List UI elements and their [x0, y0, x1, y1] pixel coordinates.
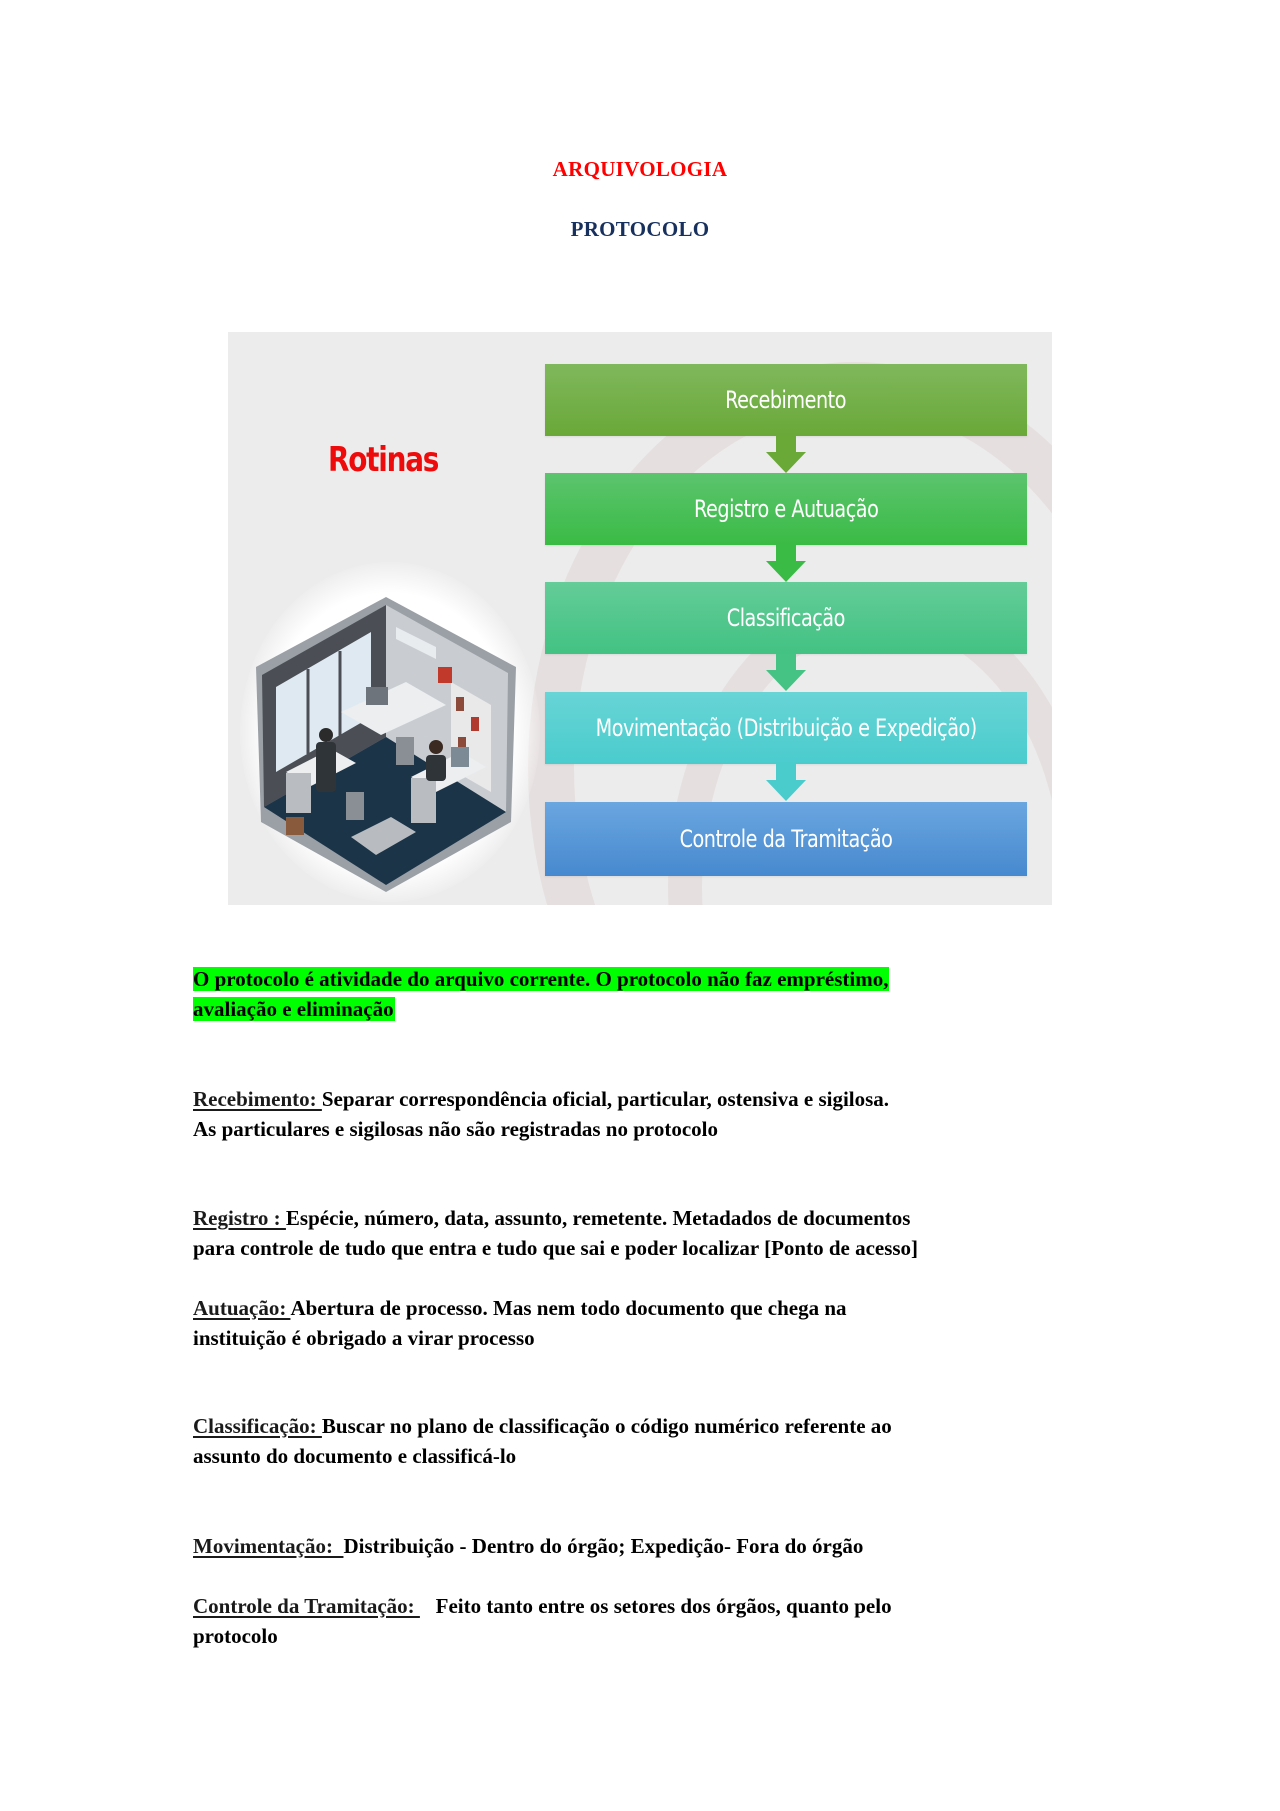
arrow-down-icon	[766, 764, 806, 801]
flow-step-registro-autuacao: Registro e Autuação	[545, 473, 1027, 545]
figure-heading: Rotinas	[328, 440, 439, 480]
definition-text: Feito tanto entre os setores dos órgãos, quanto pelo	[419, 1594, 892, 1618]
definition-text: Distribuição - Dentro do órgão; Expedição- Fora do órgão	[343, 1534, 864, 1558]
definition-autuacao	[193, 1293, 847, 1353]
definition-label: Classificação:	[193, 1414, 322, 1438]
highlight-line-1: O protocolo é atividade do arquivo corrente. O protocolo não faz empréstimo,	[193, 967, 889, 991]
definition-label: Recebimento:	[193, 1087, 322, 1111]
protocol-routines-figure	[228, 332, 1052, 905]
definition-text: Separar correspondência oficial, particular, ostensiva e sigilosa.	[321, 1087, 890, 1111]
definition-controle-tramitacao	[193, 1591, 892, 1651]
flow-step-classificacao: Classificação	[545, 582, 1027, 654]
definition-text: Espécie, número, data, assunto, remetente. Metadados de documentos	[285, 1206, 911, 1230]
definition-text: assunto do documento e classificá-lo	[193, 1444, 517, 1468]
flow-step-movimentacao: Movimentação (Distribuição e Expedição)	[545, 692, 1027, 764]
definition-label: Controle da Tramitação:	[193, 1594, 420, 1618]
arrow-down-icon	[766, 654, 806, 691]
definition-movimentacao	[193, 1531, 863, 1561]
flow-step-controle-tramitacao: Controle da Tramitação	[545, 802, 1027, 876]
flow-step-recebimento: Recebimento	[545, 364, 1027, 436]
definition-text: As particulares e sigilosas não são registradas no protocolo	[193, 1117, 719, 1141]
definition-text: protocolo	[193, 1624, 278, 1648]
definition-text: Buscar no plano de classificação o código numérico referente ao	[321, 1414, 892, 1438]
definition-text: para controle de tudo que entra e tudo que sai e poder localizar [Ponto de acesso]	[193, 1236, 919, 1260]
definition-registro	[193, 1203, 918, 1263]
page-subtitle: PROTOCOLO	[570, 217, 710, 241]
definition-label: Registro :	[193, 1206, 286, 1230]
highlighted-note	[193, 964, 889, 1024]
definition-label: Autuação:	[193, 1296, 291, 1320]
definition-classificacao	[193, 1411, 892, 1471]
definition-text: instituição é obrigado a virar processo	[193, 1326, 535, 1350]
highlight-line-2: avaliação e eliminação	[193, 997, 394, 1021]
office-illustration-icon	[246, 587, 526, 902]
arrow-down-icon	[766, 436, 806, 473]
page-title: ARQUIVOLOGIA	[552, 157, 728, 181]
definition-text: Abertura de processo. Mas nem todo documento que chega na	[290, 1296, 847, 1320]
definition-label: Movimentação:	[193, 1534, 344, 1558]
definition-recebimento	[193, 1084, 889, 1144]
arrow-down-icon	[766, 545, 806, 582]
